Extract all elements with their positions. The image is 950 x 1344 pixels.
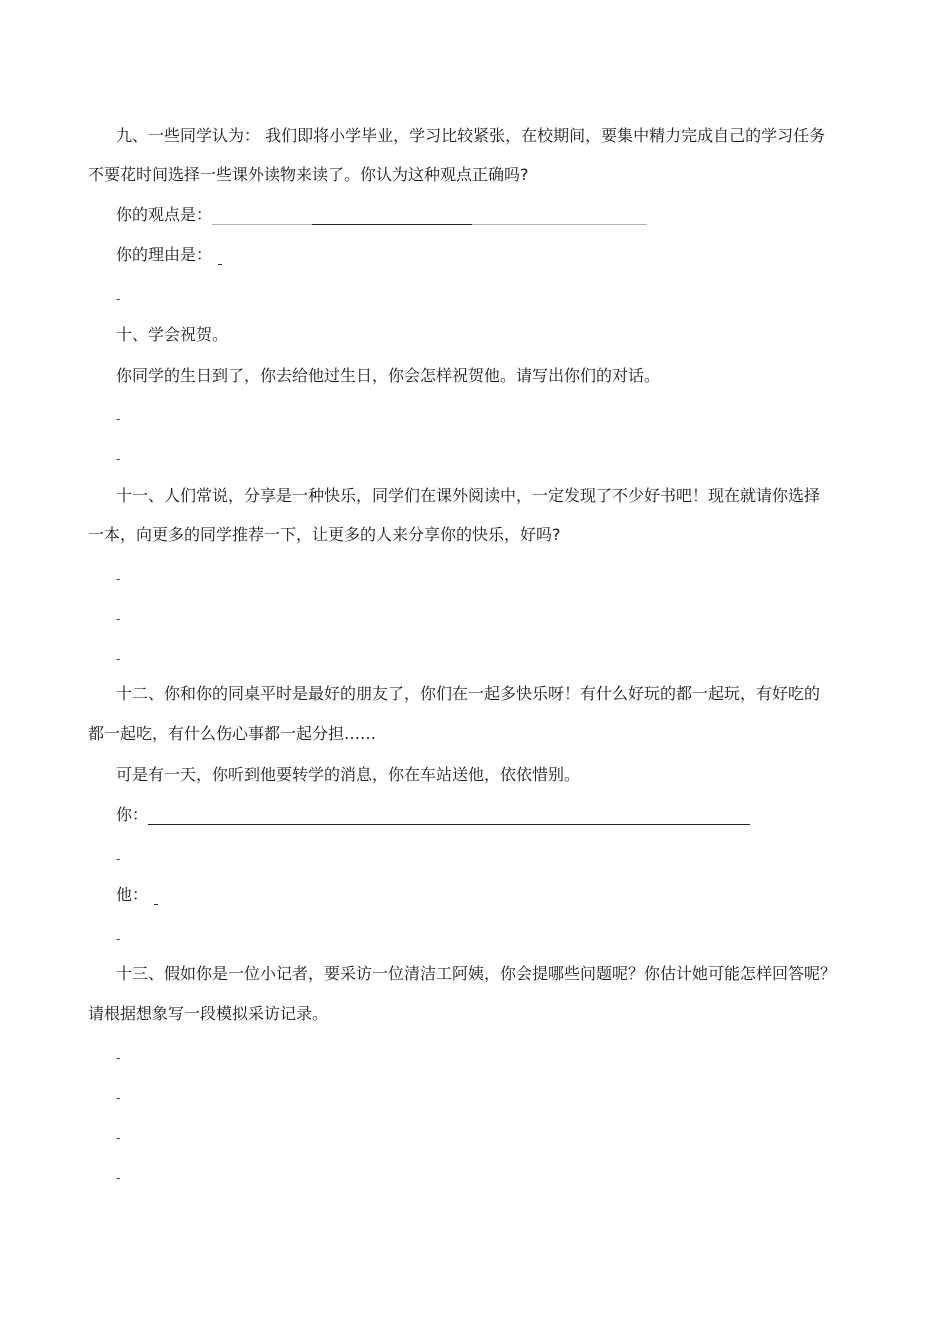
q10-title: 十、学会祝贺。: [116, 325, 229, 344]
q9-line-2: 不要花时间选择一些课外读物来读了。你认为这种观点正确吗?: [88, 165, 529, 184]
viewpoint-blank-2[interactable]: [312, 208, 472, 225]
q12-you-row: [116, 805, 750, 825]
answer-line-marker: -: [116, 1091, 121, 1105]
you-label: 你：: [116, 805, 149, 824]
answer-line-marker: -: [116, 852, 121, 866]
q9-line-1: 九、一些同学认为： 我们即将小学毕业，学习比较紧张，在校期间，要集中精力完成自己的学习任务: [116, 126, 826, 145]
he-answer-blank[interactable]: [154, 890, 158, 905]
q11-line-2: 一本，向更多的同学推荐一下，让更多的人来分享你的快乐，好吗?: [88, 525, 561, 544]
answer-line-marker: -: [116, 572, 121, 586]
answer-line-marker: -: [116, 292, 121, 306]
q12-line-1: 十二、你和你的同桌平时是最好的朋友了，你们在一起多快乐呀！有什么好玩的都一起玩，有好吃的: [116, 684, 821, 703]
he-label: 他：: [116, 885, 149, 904]
q13-line-1: 十三、假如你是一位小记者，要采访一位清洁工阿姨，你会提哪些问题呢？你估计她可能怎样回答呢？: [116, 964, 837, 983]
answer-line-marker: -: [116, 452, 121, 466]
answer-line-marker: -: [116, 652, 121, 666]
viewpoint-blank-3[interactable]: [472, 208, 647, 225]
q12-line-3: 可是有一天，你听到他要转学的消息，你在车站送他，依依惜别。: [116, 765, 581, 784]
answer-line-marker: -: [116, 412, 121, 426]
viewpoint-blank-1[interactable]: [212, 208, 312, 225]
answer-line-marker: -: [116, 1131, 121, 1145]
reason-label: 你的理由是：: [116, 245, 213, 264]
answer-line-marker: -: [116, 932, 121, 946]
answer-line-marker: -: [116, 1171, 121, 1185]
answer-line-marker: -: [116, 1051, 121, 1065]
q11-line-1: 十一、人们常说，分享是一种快乐，同学们在课外阅读中，一定发现了不少好书吧！现在就请你选择: [116, 486, 821, 505]
q9-reason-row: [116, 245, 222, 265]
q12-line-2: 都一起吃，有什么伤心事都一起分担……: [88, 724, 377, 743]
q13-line-2: 请根据想象写一段模拟采访记录。: [88, 1004, 329, 1023]
reason-blank[interactable]: [218, 250, 222, 265]
you-answer-blank[interactable]: [148, 808, 750, 825]
answer-line-marker: -: [116, 612, 121, 626]
q9-viewpoint-row: [116, 205, 647, 225]
viewpoint-label: 你的观点是：: [116, 205, 213, 224]
q12-he-row: [116, 885, 158, 905]
q10-prompt: 你同学的生日到了，你去给他过生日，你会怎样祝贺他。请写出你们的对话。: [116, 366, 661, 385]
